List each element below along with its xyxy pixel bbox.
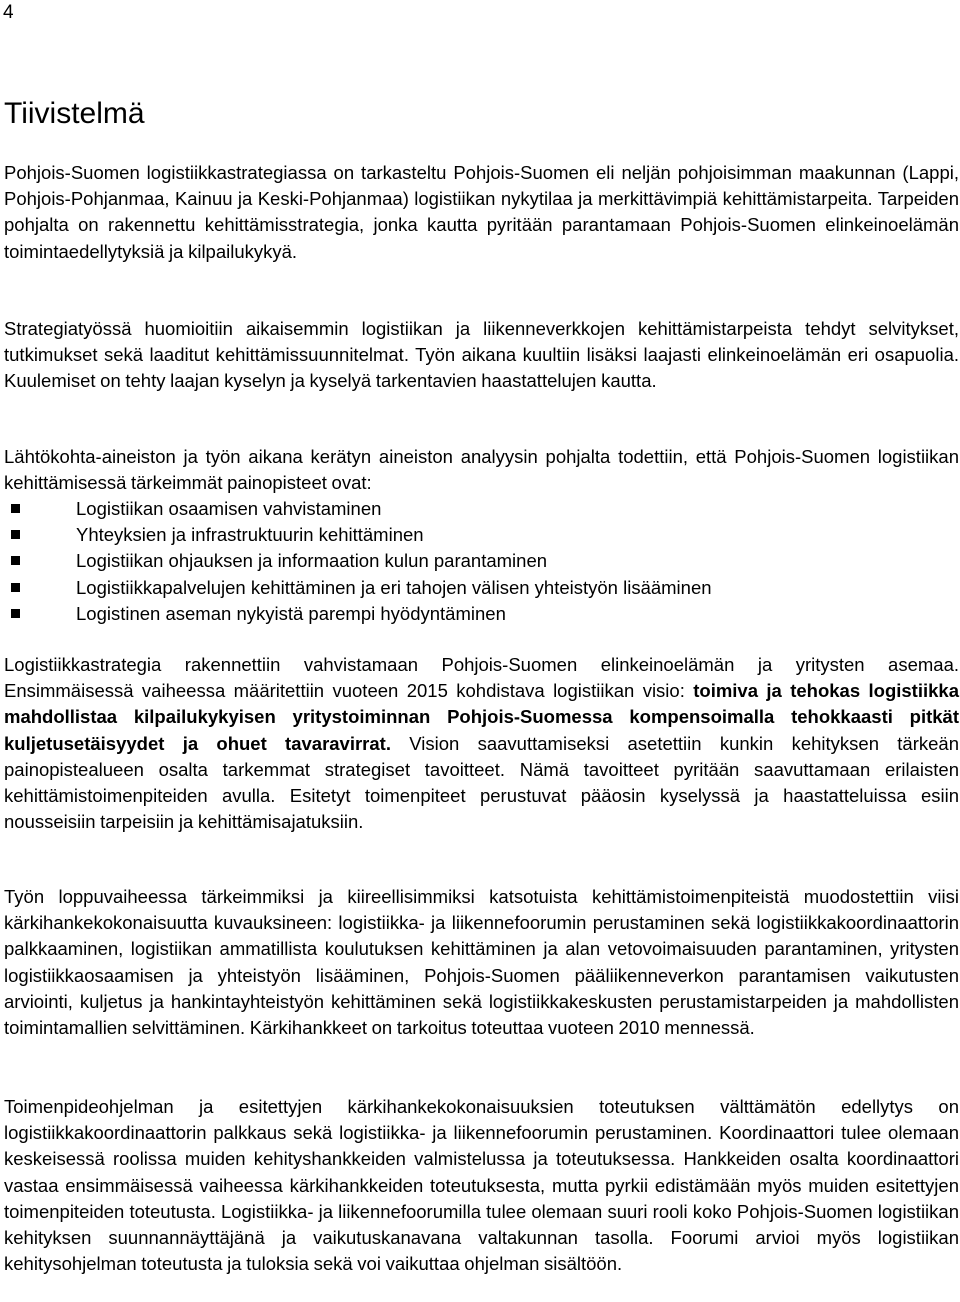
paragraph-key-projects: Työn loppuvaiheessa tärkeimmiksi ja kiireellisimmiksi katsotuista kehittämistoimenpiteistä muodostettiin viisi kärkihankekokonaisuutta kuvauksineen: logistiikka- ja liikennefoorumin perustaminen sekä logistiikkakoordinaattorin palkkaaminen, logistiikan ammatillista koulutuksen kehittäminen ja alan vetovoimaisuuden parantaminen, yritysten logistiikkaosaamisen ja yhteistyön lisääminen, Pohjois-Suomen pääliikenneverkon parantamisen vaikutusten arviointi, kuljetus ja hankintayhteistyön kehittäminen sekä logistiikkakeskusten perustamistarpeiden ja mahdollisten toimintamallien selvittäminen. Kärkihankkeet on tarkoitus toteuttaa vuoteen 2010 mennessä. bbox=[4, 886, 959, 1039]
square-bullet-icon bbox=[11, 583, 20, 592]
vision-intro-text: Logistiikkastrategia rakennettiin vahvistamaan Pohjois-Suomen elinkeinoelämän ja yritysten asemaa. Ensimmäisessä vaiheessa määritettiin vuoteen 2015 kohdistava logistiikan visio: bbox=[4, 654, 959, 702]
paragraph-vision bbox=[4, 652, 959, 835]
list-item bbox=[4, 548, 712, 574]
vision-statement: toimiva ja tehokas logistiikka mahdollistaa kilpailukykyisen yritystoiminnan Pohjois-Suomessa kompensoimalla tehokkaasti pitkät kuljetusetäisyydet ja ohuet tavaravirrat. bbox=[4, 680, 959, 754]
square-bullet-icon bbox=[11, 556, 20, 565]
list-item-text: Logistinen aseman nykyistä parempi hyödyntäminen bbox=[76, 602, 506, 624]
square-bullet-icon bbox=[11, 530, 20, 539]
list-item-text: Logistiikkapalvelujen kehittäminen ja eri tahojen välisen yhteistyön lisääminen bbox=[76, 576, 712, 598]
page-title: Tiivistelmä bbox=[4, 97, 145, 130]
paragraph-action-programme: Toimenpideohjelman ja esitettyjen kärkihankekokonaisuuksien toteutuksen välttämätön edellytys on logistiikkakoordinaattorin palkkaus sekä logistiikka- ja liikennefoorumin perustaminen. Koordinaattori tulee olemaan keskeisessä roolissa muiden kehityshankkeiden valmistelussa ja toteutuksessa. Hankkeiden osalta koordinaattori vastaa ensimmäisessä vaiheessa kärkihankkeiden toteutuksesta, mutta pyrkii edistämään myös muiden esitettyjen toimenpiteiden toteutusta. Logistiikka- ja liikennefoorumilla tulee olemaan suuri rooli koko Pohjois-Suomen logistiikan kehityksen suunnannäyttäjänä ja vaikutuskanavana valtakunnan tasolla. Foorumi arvioi myös logistiikan kehitysohjelman toteutusta ja tuloksia sekä voi vaikuttaa ohjelman sisältöön. bbox=[4, 1096, 959, 1275]
list-item bbox=[4, 575, 712, 601]
square-bullet-icon bbox=[11, 504, 20, 513]
paragraph-strategy-work: Strategiatyössä huomioitiin aikaisemmin logistiikan ja liikenneverkkojen kehittämistarpeista tehdyt selvitykset, tutkimukset sekä laaditut kehittämissuunnitelmat. Työn aikana kuultiin lisäksi laajasti elinkeinoelämän eri osapuolia. Kuulemiset on tehty laajan kyselyn ja kyselyä tarkentavien haastattelujen kautta. bbox=[4, 318, 959, 392]
list-item-text: Yhteyksien ja infrastruktuurin kehittäminen bbox=[76, 524, 424, 546]
list-item-text: Logistiikan ohjauksen ja informaation kulun parantaminen bbox=[76, 550, 548, 572]
paragraph-intro: Pohjois-Suomen logistiikkastrategiassa on tarkasteltu Pohjois-Suomen eli neljän pohjoisimman maakunnan (Lappi, Pohjois-Pohjanmaa, Kainuu ja Keski-Pohjanmaa) logistiikan nykytilaa ja merkittävimpiä kehittämistarpeita. Tarpeiden pohjalta on rakennettu kehittämisstrategia, jonka kautta pyritään parantamaan Pohjois-Suomen elinkeinoelämän toimintaedellytyksiä ja kilpailukykyä. bbox=[4, 162, 959, 262]
page-number: 4 bbox=[3, 2, 14, 23]
list-item bbox=[4, 601, 712, 627]
priorities-list bbox=[4, 496, 712, 627]
square-bullet-icon bbox=[11, 609, 20, 618]
vision-followup-text: Vision saavuttamiseksi asetettiin kunkin kehityksen tärkeän painopistealueen osalta tarkemmat strategiset tavoitteet. Nämä tavoitteet pyritään saavuttamaan erilaisten kehittämistoimenpiteiden avulla. Esitetyt toimenpiteet perustuvat pääosin kyselyssä ja haastatteluissa esiin nousseisiin tarpeisiin ja kehittämisajatuksiin. bbox=[4, 732, 959, 833]
list-item bbox=[4, 522, 712, 548]
paragraph-priorities-intro: Lähtökohta-aineiston ja työn aikana kerätyn aineiston analyysin pohjalta todettiin, että Pohjois-Suomen logistiikan kehittämisessä tärkeimmät painopisteet ovat: bbox=[4, 446, 959, 494]
list-item-text: Logistiikan osaamisen vahvistaminen bbox=[76, 498, 382, 519]
list-item bbox=[4, 496, 712, 522]
